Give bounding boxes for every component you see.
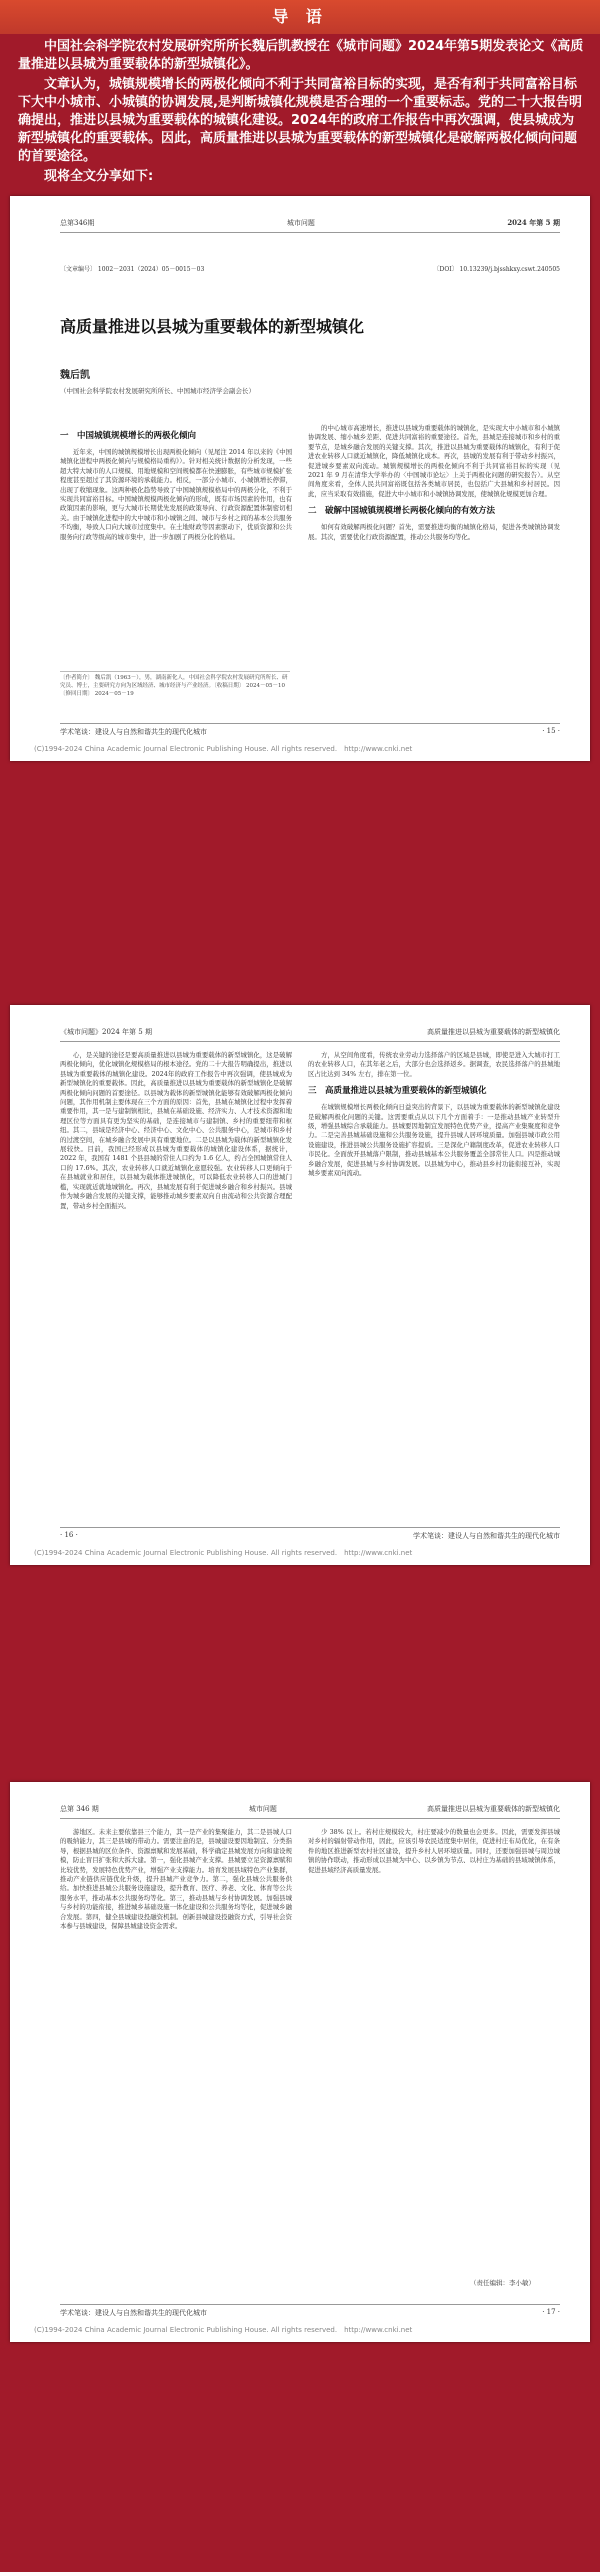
issue-date: 2024 年第 5 期 — [507, 218, 560, 227]
intro-paragraph-3: 现将全文分享如下: — [44, 169, 154, 184]
body-text: 近年来，中国的城镇规模增长出现两极化倾向（见尾注 2014 年以来的《中国城镇化进程中两极化倾向与规模格局重构》）。针对相关统计数据的分析发现，一些超大特大城市的人口规模、用地规模和空间规模都在快速膨胀，有些城市规模扩张程度甚至超过了其资源环境的承载能力。相反，一部分小城市、小城镇增长停滞，出现了收缩现象。这两种极化趋势导致了中国城镇规模格局中的两极分化，不利于实现共同富裕目标。中国城镇规模两极化倾向的形成，既有市场因素的作用，也有政策因素的影响，更与大城市长期优先发展的政策导向、行政资源配置体制密切相关。由于城镇化进程中的大中城市和小城镇之间、城市与乡村之间的基本公共服务不均衡，导致人口向大城市过度集中。在土地财政等因素驱动下，优质资源和公共服务向行政等级高的城市集中，进一步加剧了两极分化的格局。 — [60, 448, 292, 541]
page-header — [60, 1027, 560, 1042]
right-column — [308, 424, 560, 724]
page-number: · 17 · — [542, 2308, 560, 2316]
page-footer — [60, 2304, 560, 2320]
article-page-3 — [10, 1782, 590, 2342]
article-title: 高质量推进以县城为重要载体的新型城镇化 — [60, 317, 365, 336]
body-text: 在城镇规模增长两极化倾向日益突出的背景下，以县城为重要载体的新型城镇化建设是破解两极化问题的关键。这需要重点从以下几个方面着手：一是推动县城产业转型升级，增强县城综合承载能力。县城要因地制宜发展特色优势产业，提高产业集聚度和竞争力。二是完善县城基础设施和公共服务设施，提升县城人居环境质量。加强县城市政公用设施建设，推进县城公共服务设施扩容提质。三是深化户籍制度改革，促进农业转移人口市民化。全面放开县城落户限制，推动县城基本公共服务覆盖全部常住人口。四是推动城乡融合发展，促进县城与乡村协调发展。以县城为中心，推动县乡村功能衔接互补，实现城乡要素双向流动。 — [308, 1103, 560, 1178]
copyright: (C)1994-2024 China Academic Journal Electronic Publishing House. All rights reserved. http://www.cnki.net — [34, 1549, 413, 1557]
body-text: 如何有效破解两极化问题？首先，需要推进均衡的城镇化格局，促进各类城镇协调发展。其次，需要优化行政资源配置，推动公共服务均等化。 — [308, 523, 560, 541]
intro-paragraph-1: 中国社会科学院农村发展研究所所长魏后凯教授在《城市问题》2024年第5期发表论文《高质量推进以县城为重要载体的新型城镇化》。 — [18, 39, 584, 72]
author: 魏后凯 — [60, 370, 90, 381]
right-column — [308, 1051, 560, 1521]
left-column — [60, 424, 292, 664]
issue-number: 总第 346 期 — [60, 1805, 99, 1813]
page-header — [60, 218, 560, 233]
journal-name: 城市问题 — [248, 1805, 277, 1813]
section-heading: 二 破解中国城镇规模增长两极化倾向的有效方法 — [308, 506, 496, 517]
intro-text — [18, 38, 584, 186]
right-column — [308, 1828, 560, 1988]
body-text: 少 38% 以上。若村庄规模较大，村庄要减少的数量也会更多。因此，需要发挥县城对乡村的辐射带动作用，因此，应该引导农民适度集中居住，促进村庄布局优化，在有条件的地区推进新型农村社区建设，提升乡村人居环境质量。同时，还要加强县城与周边城镇的协作联动，推动形成以县城为中心、以乡镇为节点、以村庄为基础的县域城镇体系，促进县域经济高质量发展。 — [308, 1828, 560, 1874]
article-page-2 — [10, 1005, 590, 1565]
journal-name: 城市问题 — [286, 219, 315, 227]
left-column — [60, 1828, 292, 2298]
page-header — [60, 1804, 560, 1819]
section-heading: 三 高质量推进以县城为重要载体的新型城镇化 — [308, 1086, 487, 1097]
editor-credit: （责任编辑：李小敏） — [470, 2279, 535, 2287]
body-text: 游地区。未来主要依靠县三个能力，其一是产业的集聚能力，其二是县城人口的吸纳能力，其三是县城的带动力。需要注意的是，县城建设要因地制宜、分类指导，根据县城的区位条件、资源禀赋和发展基础，科学确定县城发展方向和建设规模，防止盲目扩张和大拆大建。第一，强化县城产业支撑。县城要立足资源禀赋和比较优势，发展特色优势产业，增强产业支撑能力。培育发展县域特色产业集群，推动产业链供应链优化升级，提升县城产业竞争力。第二，强化县城公共服务供给。加快推进县城公共服务设施建设，提升教育、医疗、养老、文化、体育等公共服务水平，推动基本公共服务均等化。第三，推动县城与乡村协调发展。加强县城与乡村的功能衔接，推进城乡基础设施一体化建设和公共服务均等化，促进城乡融合发展。第四，健全县城建设投融资机制。创新县城建设投融资方式，引导社会资本参与县城建设，保障县城建设资金需求。 — [60, 1828, 292, 1931]
section-title: 导 语 — [0, 0, 600, 34]
issue-date: 《城市问题》2024 年第 5 期 — [60, 1028, 152, 1036]
left-column — [60, 1051, 292, 1521]
page-number: · 15 · — [542, 727, 560, 735]
footnote: 〔作者简介〕 魏后凯（1963－），男，湖南新化人，中国社会科学院农村发展研究所所长、研究员、博士，主要研究方向为区域经济、城市经济与产业经济。〔收稿日期〕 2024－05－10 〔修回日期〕 2024－05－19 — [60, 671, 290, 720]
footer-caption: 学术笔谈：建设人与自然和谐共生的现代化城市 — [413, 1532, 560, 1540]
issue-number: 总第346期 — [60, 219, 95, 227]
footer-caption: 学术笔谈：建设人与自然和谐共生的现代化城市 — [60, 728, 207, 736]
running-title: 高质量推进以县城为重要载体的新型城镇化 — [427, 1028, 560, 1036]
running-title: 高质量推进以县城为重要载体的新型城镇化 — [427, 1805, 560, 1813]
section-heading: 一 中国城镇规模增长的两极化倾向 — [60, 431, 197, 441]
affiliation: （中国社会科学院农村发展研究所所长、中国城市经济学会副会长） — [60, 387, 255, 395]
article-meta — [60, 264, 560, 273]
intro-paragraph-2: 文章认为，城镇规模增长的两极化倾向不利于共同富裕目标的实现，是否有利于共同富裕目标下大中小城市、小城镇的协调发展,是判断城镇化规模是否合理的一个重要标志。党的二十大报告明确提出，推进以县城为重要载体的城镇化建设。2024年的政府工作报告中再次强调，使县城成为新型城镇化的重要载体。因此，高质量推进以县城为重要载体的新型城镇化是破解两极化倾向问题的首要途径。 — [18, 77, 582, 164]
body-text: 的中心城市高速增长，推进以县城为重要载体的城镇化，是实现大中小城市和小城镇协调发展、缩小城乡差距、促进共同富裕的重要途径。首先，县城是连接城市和乡村的重要节点，是城乡融合发展的关键支撑。其次，推进以县城为重要载体的城镇化，有利于促进农业转移人口就近城镇化，降低城镇化成本。再次，县城的发展有利于带动乡村振兴，促进城乡要素双向流动。城镇规模增长的两极化倾向不利于共同富裕目标的实现（见 2021 年 9 月在清华大学举办的〈中国城市论坛〉上关于两极化问题的研究报告）。从空间角度来看，全体人民共同富裕既包括各类城市居民，也包括广大县城和乡村居民。因此，应当采取有效措施，促进大中小城市和小城镇协调发展，使城镇化规模更加合理。 — [308, 424, 560, 498]
doi: 〔DOI〕 10.13239/j.bjsshkxy.cswt.240505 — [433, 266, 560, 273]
page-footer — [60, 723, 560, 739]
copyright: (C)1994-2024 China Academic Journal Electronic Publishing House. All rights reserved. http://www.cnki.net — [34, 745, 413, 753]
page-number: · 16 · — [60, 1531, 78, 1539]
body-text: 心，是关键的途径是要高质量推进以县城为重要载体的新型城镇化，这是破解两极化倾向，优化城镇化规模格局的根本途径。党的二十大报告明确提出，推进以县城为重要载体的城镇化建设。2024年的政府工作报告中再次强调，使县城成为新型城镇化的重要载体。因此，高质量推进以县城为重要载体的新型城镇化是破解两极化倾向问题的首要途径。以县城为载体的新型城镇化能够有效破解两极化倾向问题，其作用机制主要体现在三个方面的原因：首先，县城在城镇化过程中发挥着重要作用，其一是与建制镇相比，县城在基础设施、经济实力、人才技术资源和地理区位等方面具有更为坚实的基础，是连接城市与建制镇、乡村的重要纽带和枢纽。其二，县域是经济中心、经济中心、文化中心、公共服务中心，是城市和乡村的过渡空间，在城乡融合发展中具有重要地位。二是以县城为载体的新型城镇化发展较快。目前，我国已经形成以县城为重要载体的城镇化建设体系，据统计，2022 年，我国有 1481 个县县城的常住人口约为 1.6 亿人，约占全国城镇常住人口的 17.6%。其次，农业转移人口就近城镇化意愿较强。农业转移人口更倾向于在县城就业和居住，以县城为载体推进城镇化，可以降低农业转移人口的进城门槛，实现就近就地城镇化。再次，县城发展有利于促进城乡融合和乡村振兴。县城作为城乡融合发展的关键支撑，能够推动城乡要素双向自由流动和公共资源合理配置，带动乡村全面振兴。 — [60, 1051, 292, 1210]
body-text: 方，从空间角度看，传统农业劳动力选择落户的区域是县城，即使是进入大城市打工的农业转移人口，在其年老之后，大部分也会选择返乡。据调查，农民选择落户的县城地区占比达到 34% 左右，排在第一位。 — [308, 1051, 560, 1078]
article-number: 〔文章编号〕 1002－2031（2024）05－0015－03 — [60, 266, 205, 273]
page-footer — [60, 1527, 560, 1543]
copyright: (C)1994-2024 China Academic Journal Electronic Publishing House. All rights reserved. http://www.cnki.net — [34, 2326, 413, 2334]
article-page-1 — [10, 196, 590, 761]
footer-caption: 学术笔谈：建设人与自然和谐共生的现代化城市 — [60, 2309, 207, 2317]
